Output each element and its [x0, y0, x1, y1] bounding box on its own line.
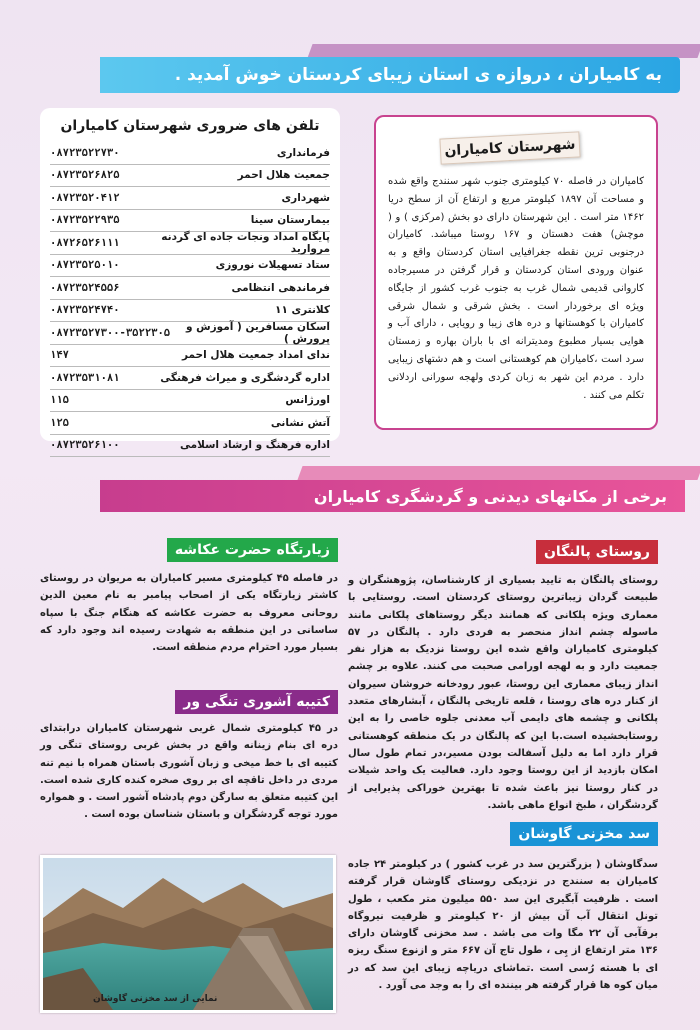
- photo-caption: نمایی از سد مخزنی گاوشان: [93, 994, 218, 1004]
- phone-number: ۰۸۷۲۳۵۲۶۱۰۰: [50, 439, 120, 452]
- phone-number: ۰۸۷۲۶۵۲۶۱۱۱: [50, 236, 120, 249]
- phone-number: ۱۱۵: [50, 394, 69, 407]
- emergency-phones-box: [40, 108, 340, 452]
- dam-text: سدگاوشان ( بزرگترین سد در غرب کشور ) در کیلومتر ۲۴ جاده کامیاران به سنندج در نزدیکی روستای گاوشان قرار گرفته است . ظرفیت آبگیری این سد ۵۵۰ میلیون متر مکعب ، طول تونل انتقال آب آن بیش از ۲۰ کیلومتر و ظرفیت نیروگاه برقآبی آن ۲۲ مگا وات می باشد . سد مخزنی گاوشان دارای ۱۳۶ متر ارتفاع از پِی ، طول تاج آن ۶۶۷ متر و ازنوع سنگ ریزه ای با هسته رُسی است .تماشای دریاچه زیبای این سد که در میان کوه ها قرار گرفته هر بیننده ای را به وجد می آورد .: [348, 859, 659, 992]
- city-description: کامیاران در فاصله ۷۰ کیلومتری جنوب شهر سنندج واقع شده و مساحت آن ۱۸۹۷ کیلومتر مربع و ارتفاع آن از سطح دریا ۱۴۶۲ متر است . این شهرستان دارای دو بخش (مرکزی ) و ( موچش) هفت دهستان و ۱۶۷ روستا میباشد. کامیاران درجنوبی ترین نقطه جغرافیایی استان کردستان واقع و به عنوان ورودی استان کردستان و قرار گرفتن در مسیرجاده کاروانی قدیمی شمال غرب به جنوب غرب کشور از جایگاه ویژه ای برخوردار است . بخش شرقی و شمال شرقی کامیاران با کوهستانها و دره های زیبا و رویایی ، دارای آب و هوایی بسیار مطبوع ومدیترانه ای با باران بهاره و زمستان سرد است ،کامیاران هم کوهستانی است و هم دشتهای زیبایی دارد . مردم این شهر به زبان کردی ولهجه سورانی اردلانی تکلم می کنند .: [388, 176, 645, 401]
- phone-row: [50, 345, 330, 368]
- phone-number: ۰۸۷۲۳۵۲۵۰۱۰: [50, 259, 120, 272]
- dam-photo: [40, 855, 336, 1013]
- welcome-text: به کامیاران ، دروازه ی استان زیبای کردستان خوش آمدید .: [174, 65, 662, 85]
- dam-title: سد مخزنی گاوشان: [518, 826, 650, 842]
- okasheh-text: در فاصله ۴۵ کیلومتری مسیر کامیاران به مریوان در روستای کاشتر زیارتگاه یکی از اصحاب پیامبر به نام معین الدین روحانی معروف به حضرت عکاشه که هنگام جنگ با سپاه ساسانی در این منطقه به شهادت رسیده اند وجود دارد که بسیار مورد احترام مردم منطقه است.: [40, 573, 338, 654]
- phone-number: ۰۸۷۲۳۵۲۰۴۱۲: [50, 191, 120, 204]
- phone-name: ندای امداد جمعیت هلال احمر: [181, 349, 330, 362]
- katibeh-text: در ۴۵ کیلومتری شمال غربی شهرستان کامیاران درابتدای دره ای بنام زینانه واقع در بخش غربی روستای تنگی ور کتیبه ای با خط میخی و زبان آشوری باستان همراه با نیم تنه مردی در داخل تاقچه ای بر روی صخره کنده کاری شده است. این کتیبه متعلق به سارگن دوم پادشاه آشور است . و همواره مورد توجه گردشگران و باستان شناسان بوده است .: [40, 723, 338, 821]
- decor-stripe-pink: [297, 466, 700, 480]
- okasheh-header: [167, 538, 338, 562]
- palangan-title: روستای پالنگان: [543, 544, 650, 560]
- phone-row: [50, 435, 330, 458]
- phone-name: اورژانس: [285, 394, 330, 407]
- phone-row: [50, 187, 330, 210]
- phone-row: [50, 390, 330, 413]
- phone-row: [50, 367, 330, 390]
- phone-name: جمعیت هلال احمر: [237, 169, 330, 182]
- dam-landscape-image: [43, 858, 333, 1010]
- phone-row: [50, 165, 330, 188]
- phone-number: ۰۸۷۲۳۵۲۴۵۵۶: [50, 281, 120, 294]
- phone-name: اسکان مسافرین ( آموزش و پرورش ): [185, 320, 330, 345]
- phones-title: تلفن های ضروری شهرستان کامیاران: [60, 118, 320, 134]
- phone-row: [50, 277, 330, 300]
- dam-header: [510, 822, 658, 846]
- phone-name: شهرداری: [281, 191, 330, 204]
- phone-row: [50, 142, 330, 165]
- phone-row: [50, 210, 330, 233]
- decor-stripe-purple: [307, 44, 700, 58]
- phone-row: [50, 300, 330, 323]
- city-tag: شهرستان کامیاران: [439, 131, 580, 164]
- palangan-text: روستای پالنگان به تایید بسیاری از کارشناسان، پژوهشگران و طبیعت گردان زیباترین روستای کردستان است. روستایی با معماری ویژه پلکانی که همانند دیگر روستاهای پلکانی مانند ماسوله چشم انداز منحصر به فردی دارد . پالنگان در ۵۷ کیلومتری کامیاران واقع شده این روستا نزدیک به هزار نفر جمعیت دارد و به لهجه اورامی صحبت می کنند. علاوه بر چشم انداز زیبای معماری این روستا، عبور رودخانه خروشان سیروان از کنار دره های روستا ، قلعه تاریخی پالنگان ، آبشارهای متعدد پلکانی و چشمه های دایمی آب معدنی جلوه خاصی را به این روستابخشیده است.با این که پالنگان در یک منطقه کوهستانی قرار دارد اما به دلیل آسفالت بودن مسیر،در تمام طول سال امکان بازدید از این روستا وجود دارد. فعالیت یک واحد شیلات در کنار روستا نیز باعث شده تا بهترین خوراکی پذیرایی از گردشگران ، طبخ انواع ماهی باشد.: [348, 575, 658, 811]
- phone-row: [50, 232, 330, 255]
- phone-name: کلانتری ۱۱: [275, 304, 330, 317]
- phone-row: [50, 412, 330, 435]
- places-banner: [100, 480, 685, 512]
- phone-name: فرمانداری: [276, 146, 330, 159]
- phone-number: ۰۸۷۲۳۵۳۱۰۸۱: [50, 371, 120, 384]
- phone-number: ۱۲۵: [50, 416, 69, 429]
- phone-number: ۰۸۷۲۳۵۲۲۹۳۵: [50, 214, 120, 227]
- phone-row: [50, 255, 330, 278]
- katibeh-title: کتیبه آشوری تنگی ور: [183, 694, 330, 710]
- phone-name: فرماندهی انتظامی: [231, 281, 330, 294]
- phone-number: ۰۸۷۲۳۵۲۶۸۲۵: [50, 169, 120, 182]
- phone-name: اداره گردشگری و میراث فرهنگی: [160, 371, 330, 384]
- places-banner-text: برخی از مکانهای دیدنی و گردشگری کامیاران: [313, 486, 667, 506]
- phone-number: ۰۸۷۲۳۵۲۷۳۰۰-۳۵۲۲۳۰۵: [50, 326, 171, 339]
- phone-name: بیمارستان سینا: [250, 214, 330, 227]
- katibeh-header: [175, 690, 338, 714]
- phone-number: ۱۴۷: [50, 349, 69, 362]
- phone-number: ۰۸۷۲۳۵۲۴۷۴۰: [50, 304, 120, 317]
- okasheh-title: زیارتگاه حضرت عکاشه: [174, 542, 330, 558]
- palangan-header: [536, 540, 658, 564]
- phone-name: اداره فرهنگ و ارشاد اسلامی: [179, 439, 330, 452]
- city-info-box: [374, 115, 658, 430]
- welcome-banner: [100, 57, 680, 93]
- phone-row: [50, 322, 330, 345]
- phone-name: ستاد تسهیلات نوروزی: [215, 259, 330, 272]
- phones-list: [50, 142, 330, 457]
- phone-number: ۰۸۷۲۳۵۲۲۷۳۰: [50, 146, 120, 159]
- phone-name: پایگاه امداد ونجات جاده ای گردنه مروارید: [161, 230, 330, 255]
- phone-name: آتش نشانی: [270, 416, 330, 429]
